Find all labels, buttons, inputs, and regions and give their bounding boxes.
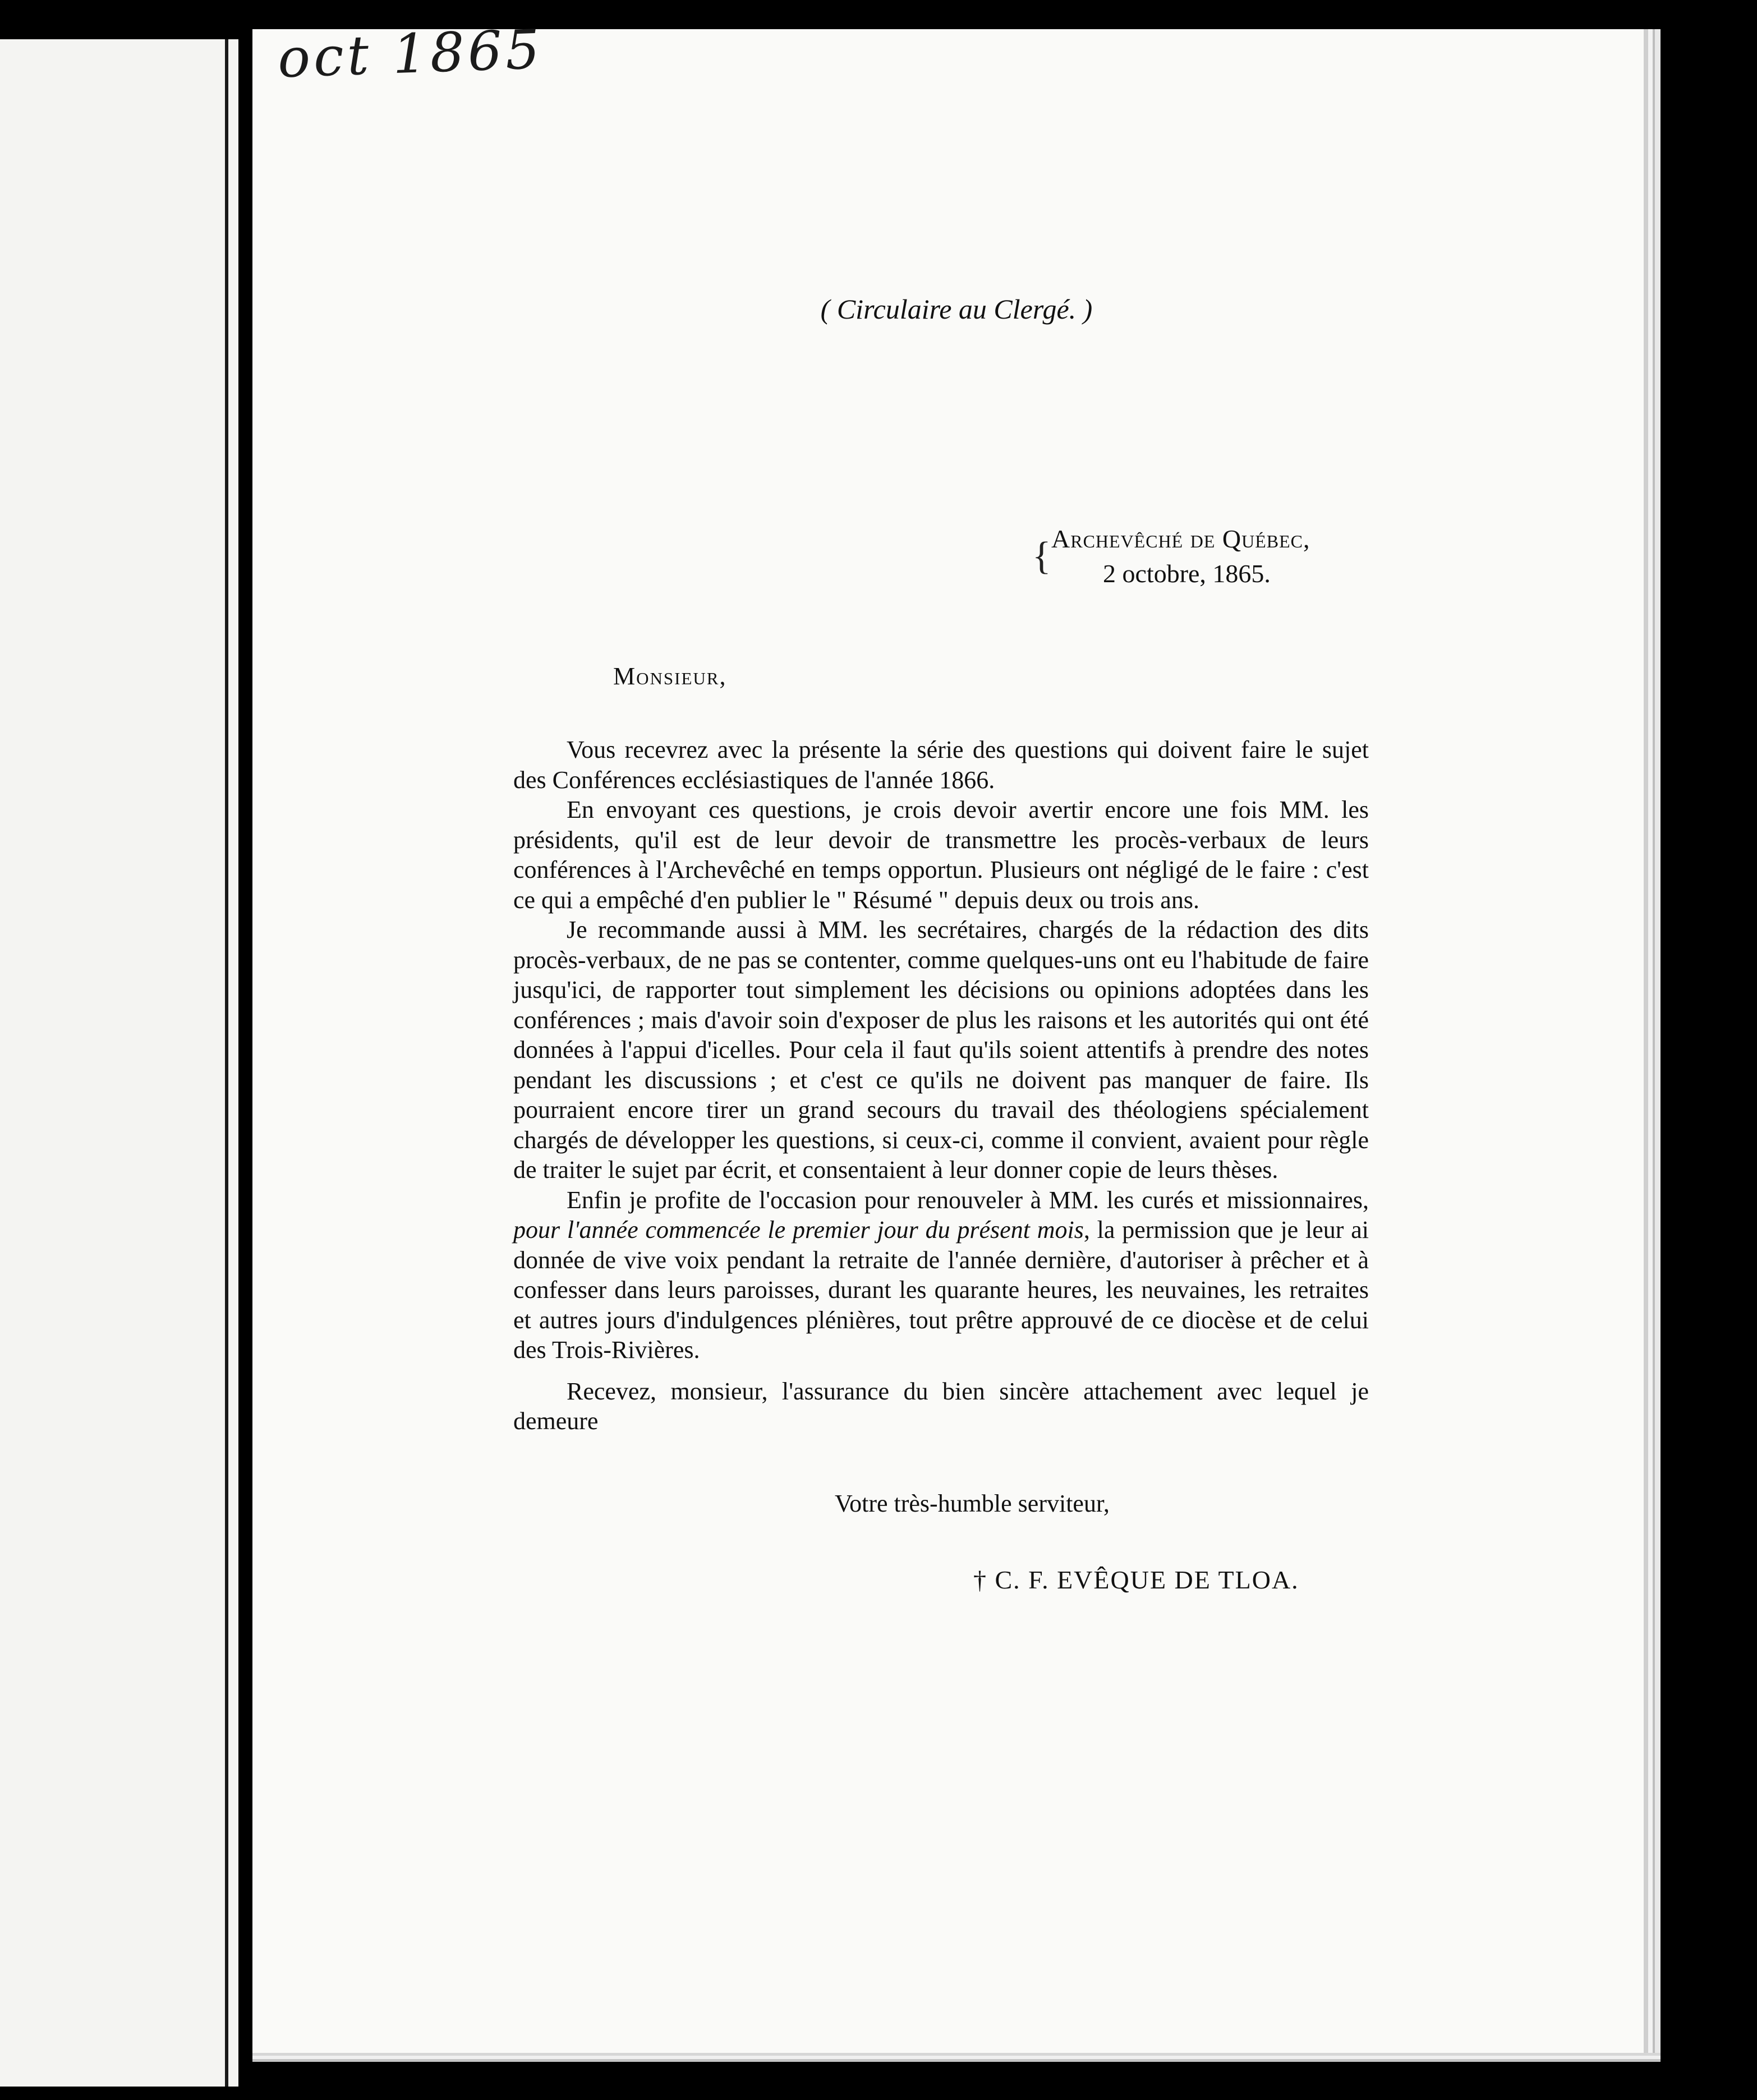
salutation: Monsieur, xyxy=(613,662,727,690)
paragraph-permission xyxy=(513,1185,1369,1365)
previous-page-strip xyxy=(0,39,238,2087)
closing-paragraph: Recevez, monsieur, l'assurance du bien sincère attachement avec lequel je demeure xyxy=(513,1377,1369,1435)
letter-body xyxy=(513,735,1369,1436)
paragraph: En envoyant ces questions, je crois devoir avertir encore une fois MM. les présidents, qu'il est de leur devoir de transmettre les procès-verbaux de leurs conférences à l'Archevêché en temps opportun. Plusieurs ont négligé de le faire : c'est ce qui a empêché d'en publier le " Résumé " depuis deux ou trois ans. xyxy=(513,796,1369,914)
dateline-date: 2 octobre, 1865. xyxy=(1103,559,1271,588)
paragraph-emphasis: pour l'année commencée le premier jour du présent mois xyxy=(513,1216,1084,1244)
paragraph-text: , la permission que je leur ai donnée de vive voix pendant la retraite de l'année dernière, d'autoriser à prêcher et à confesser dans leurs paroisses, durant les quarante heures, les neuvaines, les retraites et autres jours d'indulgences plénières, tout prêtre approuvé de ce diocèse et de celui des Trois-Rivières. xyxy=(513,1216,1369,1364)
page-stack-bottom xyxy=(252,2053,1661,2062)
dateline xyxy=(1032,522,1310,591)
signature: † C. F. EVÊQUE DE TLOA. xyxy=(973,1565,1299,1594)
circular-heading: ( Circulaire au Clergé. ) xyxy=(820,293,1093,325)
paragraph-text: Enfin je profite de l'occasion pour renouveler à MM. les curés et missionnaires, xyxy=(567,1186,1369,1214)
brace-mark: { xyxy=(1032,535,1051,578)
handwritten-date-note: oct 1865 xyxy=(277,17,544,90)
paragraph: Vous recevrez avec la présente la série des questions qui doivent faire le sujet des Conférences ecclésiastiques de l'année 1866. xyxy=(513,736,1369,794)
page-gutter-edge xyxy=(225,39,228,2087)
closing-formula: Votre très-humble serviteur, xyxy=(835,1490,1110,1517)
paragraph: Je recommande aussi à MM. les secrétaires, chargés de la rédaction des dits procès-verbaux, de ne pas se contenter, comme quelques-uns ont eu l'habitude de faire jusqu'ici, de rapporter tout simplement les décisions ou opinions adoptées dans les conférences ; mais d'avoir soin d'exposer de plus les raisons et les autorités qui ont été données à l'appui d'icelles. Pour cela il faut qu'ils soient attentifs à prendre des notes pendant les discussions ; et c'est ce qu'ils ne doivent pas manquer de faire. Ils pourraient encore tirer un grand secours du travail des théologiens spécialement chargés de développer les questions, si ceux-ci, comme il convient, avaient pour règle de traiter le sujet par écrit, et consentaient à leur donner copie de leurs thèses. xyxy=(513,916,1369,1183)
dateline-place: Archevêché de Québec, xyxy=(1051,524,1310,553)
page-stack-edge xyxy=(1644,29,1661,2053)
